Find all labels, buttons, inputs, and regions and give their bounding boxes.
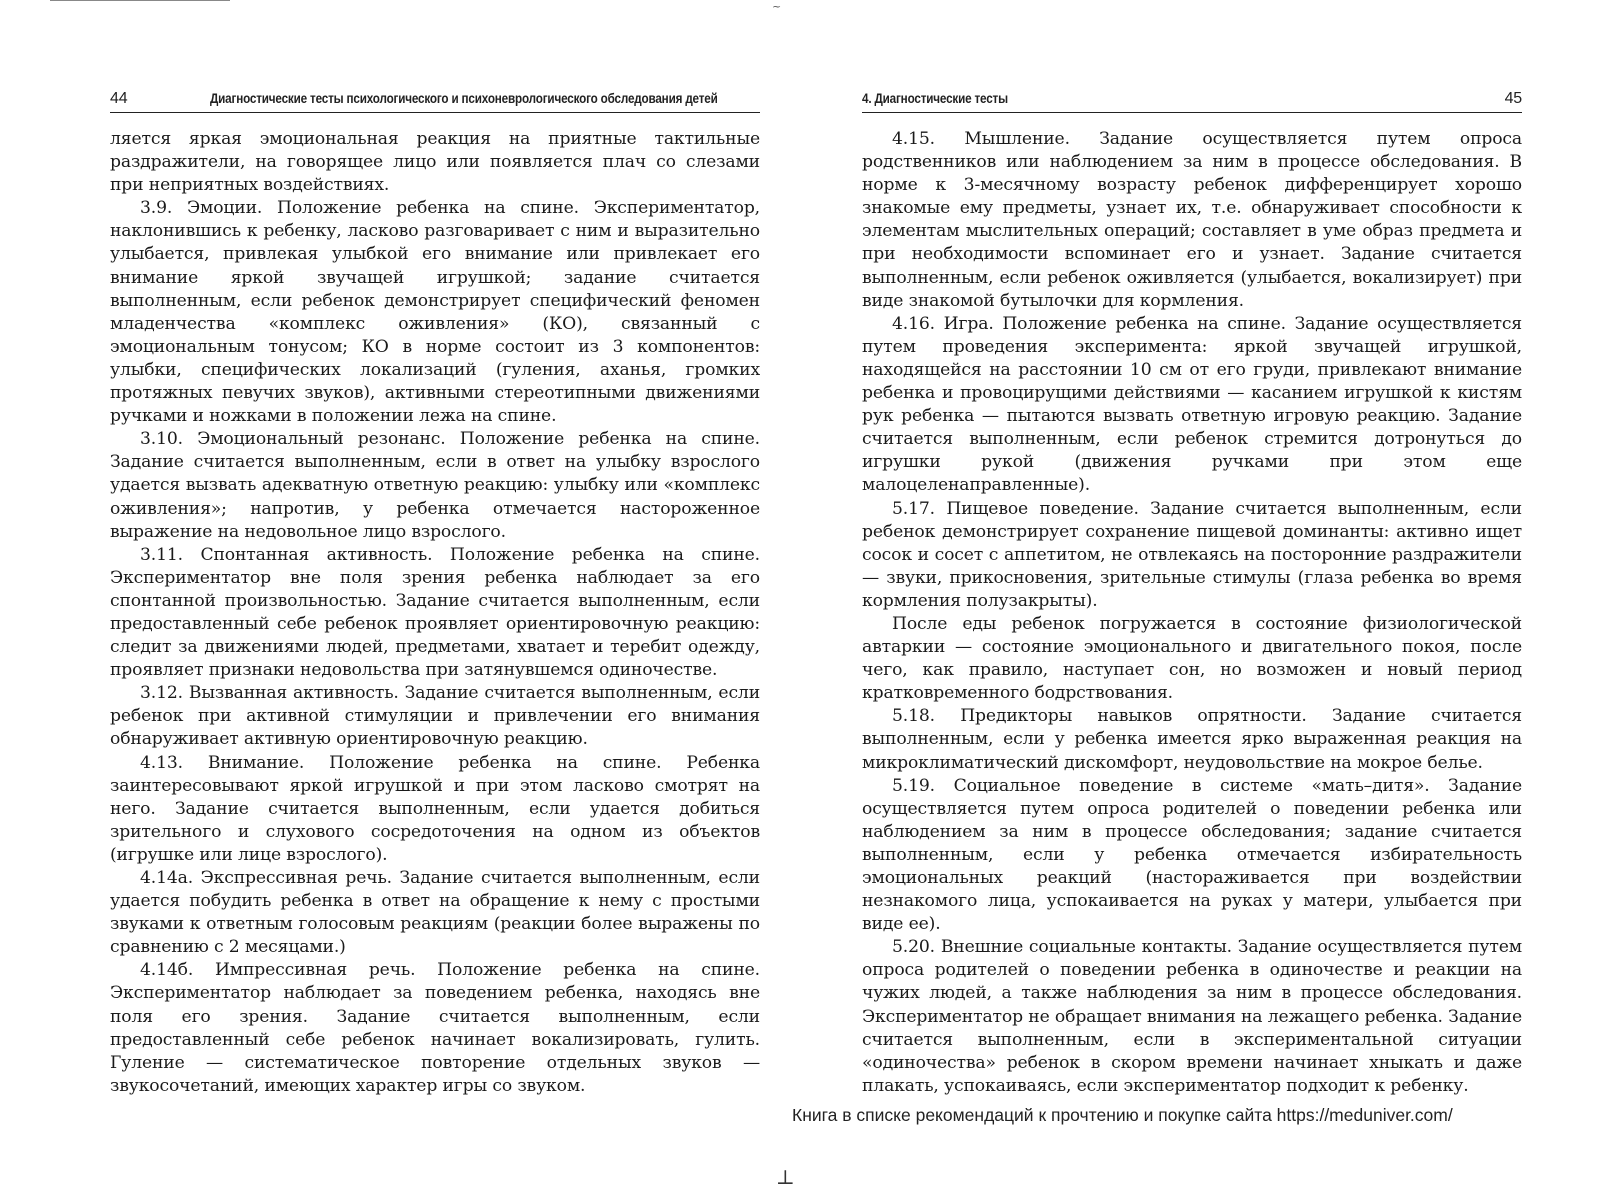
- paragraph: 3.10. Эмоциональный резонанс. Положение ребенка на спине. Задание считается выполненным, если в ответ на улыбку взрослого удается вызвать адекватную ответную реакцию: улыбку или «комплекс оживления»; напротив, у ребенка отмечается настороженное выражение на недовольное лицо взрослого.: [110, 429, 760, 542]
- paragraph: После еды ребенок погружается в состояние физиологической автаркии — состояние эмоционального и двигательного покоя, после чего, как правило, наступает сон, но возможен и новый период кратковременного бодрствования.: [862, 613, 1522, 704]
- paragraph: 4.16. Игра. Положение ребенка на спине. Задание осуществляется путем проведения эксперимента: яркой звучащей игрушкой, находящейся на расстоянии 10 см от его груди, привлекают внимание ребенка и провоцирущими действиями — касанием игрушкой к кистям рук ребенка — пытаются вызвать ответную игровую реакцию. Задание считается выполненным, если ребенок стремится дотронуться до игрушки рукой (движения ручками при этом еще малоцеленаправленные).: [862, 313, 1522, 496]
- paragraph: 3.12. Вызванная активность. Задание считается выполненным, если ребенок при активной стимуляции и привлечении его внимания обнаруживает активную ориентировочную реакцию.: [110, 683, 760, 750]
- paragraph: 4.15. Мышление. Задание осуществляется путем опроса родственников или наблюдением за ним в процессе обследования. В норме к 3-месячному возрасту ребенок дифференцирует хорошо знакомые ему предметы, узнает их, т.е. обнаруживает способности к элементам мыслительных операций; составляет в уме образ предмета и при необходимости вспоминает его и узнает. Задание считается выполненным, если ребенок оживляется (улыбается, вокализирует) при виде знакомой бутылочки для кормления.: [862, 129, 1522, 311]
- paragraph: 4.14б. Импрессивная речь. Положение ребенка на спине. Экспериментатор наблюдает за поведением ребенка, находясь вне поля его зрения. Задание считается выполненным, если предоставленный себе ребенок начинает вокализировать, гулить. Гуление — систематическое повторение отдельных звуков — звукосочетаний, имеющих характер игры со звуком.: [110, 960, 760, 1096]
- paragraph: 5.17. Пищевое поведение. Задание считается выполненным, если ребенок демонстрирует сохранение пищевой доминанты: активно ищет сосок и сосет с аппетитом, не отвлекаясь на посторонние раздражители — звуки, прикосновения, зрительные стимулы (глаза ребенка во время кормления полузакрыты).: [862, 498, 1522, 611]
- paragraph: 4.13. Внимание. Положение ребенка на спине. Ребенка заинтересовывают яркой игрушкой и при этом ласково смотрят на него. Задание считается выполненным, если удается добиться зрительного и слухового сосредоточения на одном из объектов (игрушке или лице взрослого).: [110, 752, 760, 865]
- page-number: 44: [110, 90, 128, 107]
- running-head: [110, 90, 760, 113]
- page-number: 45: [1504, 90, 1522, 107]
- paragraph: 3.9. Эмоции. Положение ребенка на спине. Экспериментатор, наклонившись к ребенку, ласково разговаривает с ним и выразительно улыбается, привлекая улыбкой его внимание или привлекает его внимание яркой звучащей игрушкой; задание считается выполненным, если ребенок демонстрирует специфический феномен младенчества «комплекс оживления» (КО), связанный с эмоциональным тонусом; КО в норме состоит из 3 компонентов: улыбки, специфических локализаций (гуления, аханья, громких протяжных певучих звуков), активными стереотипными движениями ручками и ножками в положении лежа на спине.: [110, 198, 760, 427]
- paragraph: ляется яркая эмоциональная реакция на приятные тактильные раздражители, на говорящее лицо или появляется плач со слезами при неприятных воздействиях.: [110, 129, 760, 196]
- body-text: [862, 128, 1522, 1098]
- running-head: [862, 90, 1522, 113]
- gutter-mark: ~: [772, 0, 782, 13]
- running-title: Диагностические тесты психологического и психоневрологического обследования детей: [210, 91, 718, 106]
- gutter-mark: ⊥: [776, 1165, 795, 1189]
- paragraph: 3.11. Спонтанная активность. Положение ребенка на спине. Экспериментатор вне поля зрения ребенка наблюдает за его спонтанной произвольностью. Задание считается выполненным, если предоставленный себе ребенок проявляет ориентировочную реакцию: следит за движениями людей, предметами, хватает и теребит одежду, проявляет признаки недовольства при затянувшемся одиночестве.: [110, 544, 760, 681]
- running-title: 4. Диагностические тесты: [862, 91, 1008, 106]
- body-text: [110, 128, 760, 1098]
- paragraph: 5.19. Социальное поведение в системе «мать–дитя». Задание осуществляется путем опроса родителей о поведении ребенка или наблюдением за ним в процессе обследования; задание считается выполненным, если у ребенка отмечается избирательность эмоциональных реакций (настораживается при воздействии незнакомого лица, успокаивается на руках у матери, улыбается при виде ее).: [862, 775, 1522, 935]
- paragraph: 4.14а. Экспрессивная речь. Задание считается выполненным, если удается побудить ребенка в ответ на обращение к нему с простыми звуками к ответным голосовым реакциям (реакции более выражены по сравнению с 2 месяцами.): [110, 868, 760, 958]
- scan-edge-line: [50, 0, 230, 1]
- paragraph: 5.18. Предикторы навыков опрятности. Задание считается выполненным, если у ребенка имеется ярко выраженная реакция на микроклиматический дискомфорт, неудовольствие на мокрое белье.: [862, 706, 1522, 773]
- paragraph: 5.20. Внешние социальные контакты. Задание осуществляется путем опроса родителей о поведении ребенка в одиночестве и реакции на чужих людей, а также наблюдения за ним в процессе обследования. Экспериментатор не обращает внимания на лежащего ребенка. Задание считается выполненным, если в экспериментальной ситуации «одиночества» ребенок в скором времени начинает хныкать и даже плакать, успокаиваясь, если экспериментатор подходит к ребенку.: [862, 937, 1522, 1096]
- footer-note: Книга в списке рекомендаций к прочтению и покупке сайта https://meduniver.com/: [792, 1105, 1453, 1125]
